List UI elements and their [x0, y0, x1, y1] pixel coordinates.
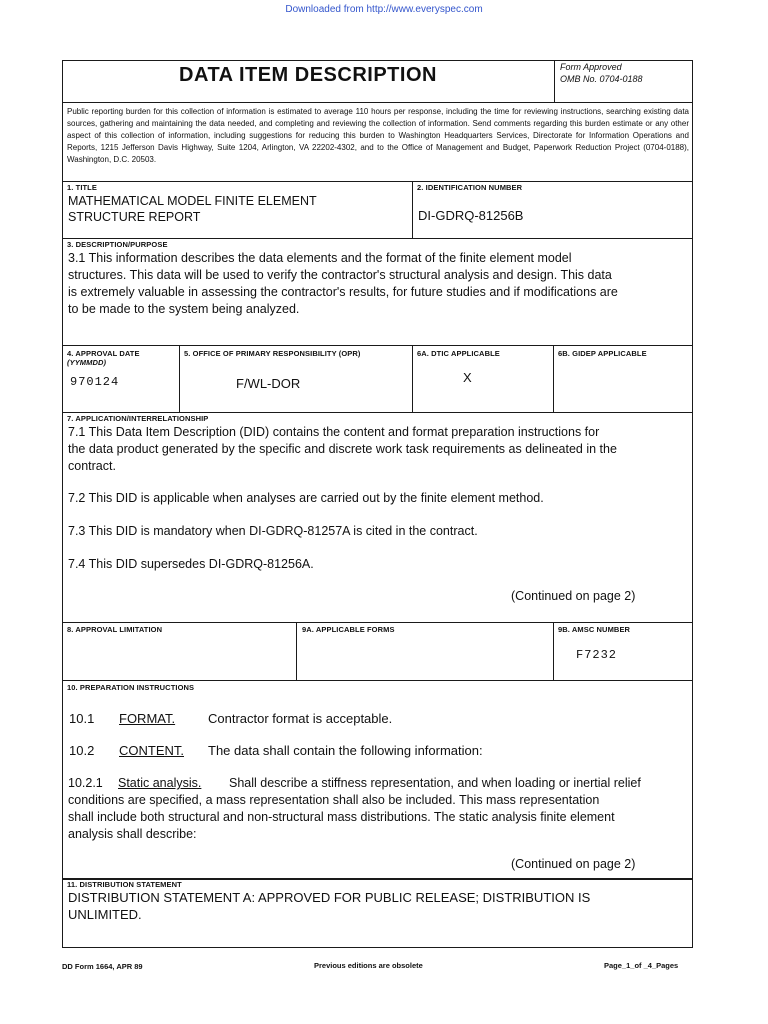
section-heading: Static analysis. — [118, 776, 202, 790]
field7-label: 7. APPLICATION/INTERRELATIONSHIP — [67, 414, 209, 423]
continued-note: (Continued on page 2) — [511, 589, 636, 603]
section-text: conditions are specified, a mass representation shall also be included. This mass representation — [68, 793, 600, 807]
continued-note: (Continued on page 2) — [511, 857, 636, 871]
description-line: to be made to the system being analyzed. — [68, 302, 300, 316]
section-heading: FORMAT. — [119, 711, 176, 726]
application-line: 7.3 This DID is mandatory when DI-GDRQ-81257A is cited in the contract. — [68, 524, 478, 538]
field10-label: 10. PREPARATION INSTRUCTIONS — [67, 683, 195, 692]
description-line: 3.1 This information describes the data elements and the format of the finite element model — [68, 251, 572, 265]
footer-form: DD Form 1664, APR 89 — [62, 962, 143, 971]
field1-label: 1. TITLE — [67, 183, 97, 192]
dtic-applicable-mark: X — [463, 370, 472, 385]
field6a-label: 6A. DTIC APPLICABLE — [417, 349, 500, 358]
field2-label: 2. IDENTIFICATION NUMBER — [417, 183, 523, 192]
section-text: analysis shall describe: — [68, 827, 197, 841]
field8-label: 8. APPROVAL LIMITATION — [67, 625, 163, 634]
field4-label: 4. APPROVAL DATE — [67, 349, 140, 358]
approval-date: 970124 — [70, 375, 120, 389]
omb-number: OMB No. 0704-0188 — [560, 74, 643, 84]
application-line: 7.2 This DID is applicable when analyses are carried out by the finite element method. — [68, 491, 544, 505]
footer-previous: Previous editions are obsolete — [314, 961, 423, 970]
amsc-number: F7232 — [576, 648, 618, 662]
identification-number: DI-GDRQ-81256B — [418, 208, 524, 223]
description-line: structures. This data will be used to verify the contractor's structural analysis and design. This data — [68, 268, 612, 282]
section-number: 10.2 — [69, 743, 95, 758]
application-line: 7.1 This Data Item Description (DID) contains the content and format preparation instructions for — [68, 425, 600, 439]
title-line1: MATHEMATICAL MODEL FINITE ELEMENT — [68, 194, 317, 208]
section-text: Contractor format is acceptable. — [208, 711, 393, 726]
section-number: 10.1 — [69, 711, 95, 726]
section-text: shall include both structural and non-structural mass distributions. The static analysis finite element — [68, 810, 615, 824]
description-line: is extremely valuable in assessing the contractor's results, for future studies and if modifications are — [68, 285, 618, 299]
section-text: Shall describe a stiffness representation, and when loading or inertial relief — [229, 776, 641, 790]
application-line: contract. — [68, 459, 116, 473]
section-heading: CONTENT. — [119, 743, 184, 758]
section-text: The data shall contain the following information: — [208, 743, 483, 758]
field4-sublabel: (YYMMDD) — [67, 358, 107, 367]
section-number: 10.2.1 — [68, 776, 103, 790]
field9a-label: 9A. APPLICABLE FORMS — [302, 625, 395, 634]
field3-label: 3. DESCRIPTION/PURPOSE — [67, 240, 168, 249]
form-approved: Form Approved — [560, 62, 622, 72]
footer-page: Page_1_of _4_Pages — [604, 961, 679, 970]
opr-office: F/WL-DOR — [236, 376, 301, 391]
field9b-label: 9B. AMSC NUMBER — [558, 625, 631, 634]
burden-statement: Public reporting burden for this collection of information is estimated to average 110 hours per response, including the time for reviewing instructions, searching existing data sources, gathering and maintaining the data needed, and completing and reviewing the collection of information. Send comments regarding this burden estimate or any other aspect of this collection of information, including suggestions for reducing this burden to Washington Headquarters Services, Directorate for Information Operations and Reports, 1215 Jefferson Davis Highway, Suite 1204, Arlington, VA 22202-4302, and to the Office of Management and Budget, Paperwork Reduction Project (0704-0188), Washington, D.C. 20503. — [67, 107, 689, 164]
download-link[interactable]: Downloaded from http://www.everyspec.com — [285, 4, 483, 15]
application-line: the data product generated by the specific and discrete work task requirements as delineated in the — [68, 442, 617, 456]
field5-label: 5. OFFICE OF PRIMARY RESPONSIBILITY (OPR) — [184, 349, 361, 358]
title-line2: STRUCTURE REPORT — [68, 210, 201, 224]
distribution-line: UNLIMITED. — [68, 907, 142, 922]
application-line: 7.4 This DID supersedes DI-GDRQ-81256A. — [68, 557, 314, 571]
distribution-line: DISTRIBUTION STATEMENT A: APPROVED FOR PUBLIC RELEASE; DISTRIBUTION IS — [68, 890, 591, 905]
field11-label: 11. DISTRIBUTION STATEMENT — [67, 880, 182, 889]
field6b-label: 6B. GIDEP APPLICABLE — [558, 349, 647, 358]
form-title: DATA ITEM DESCRIPTION — [179, 64, 437, 86]
